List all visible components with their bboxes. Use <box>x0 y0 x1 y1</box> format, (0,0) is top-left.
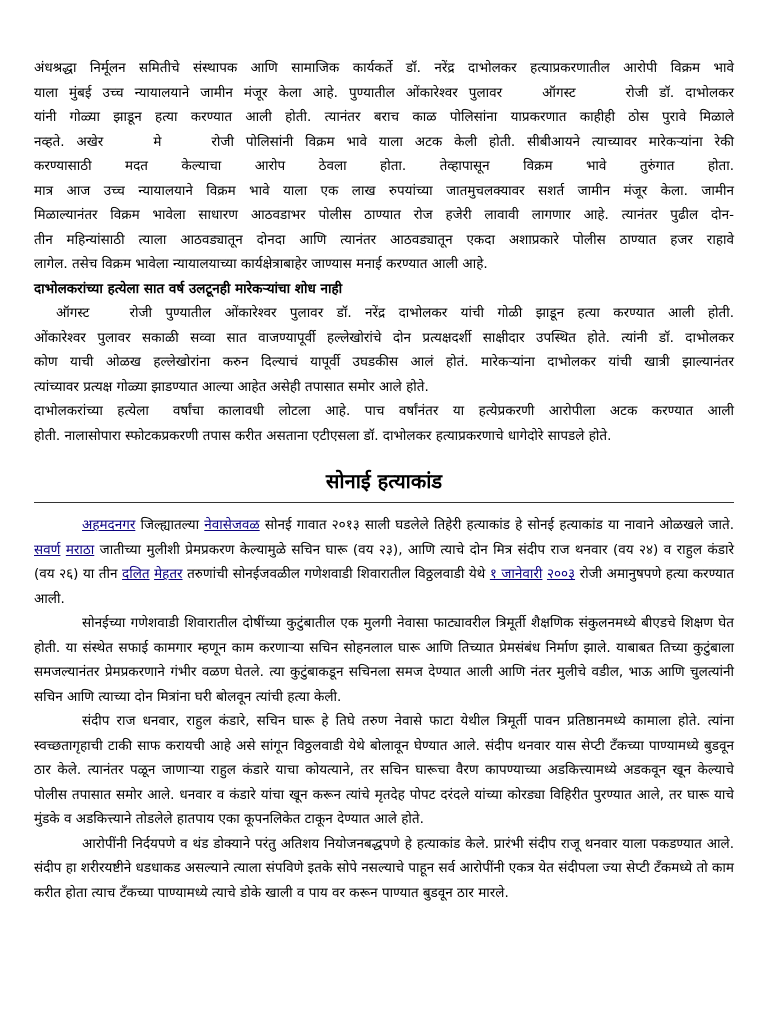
text-line: करण्यासाठी मदत केल्याचा आरोप ठेवला होता. तेव्हापासून विक्रम भावे तुरुंगात होता. <box>34 158 734 174</box>
link-mehtar[interactable]: मेहतर <box>154 566 183 582</box>
text-fragment: दाभोलकरांच्या हत्येला <box>34 403 149 419</box>
text-fragment: रोजी अमानुषपणे हत्या करण्यात आली. <box>34 566 735 607</box>
paragraph-bhave-bail <box>34 56 734 277</box>
document-page <box>34 56 734 905</box>
link-dalit[interactable]: दलित <box>122 566 150 582</box>
text-line <box>34 301 734 326</box>
text-fragment: रोजी डॉ. दाभोलकर <box>625 84 734 101</box>
paragraph-sonai-murders: संदीप राज धनवार, राहुल कंडारे, सचिन घारू हे तिघे तरुण नेवासे फाटा येथील त्रिमूर्ती पावन प्रतिष्ठानमध्ये कामाला होते. त्यांना स्वच्छतागृहाची टाकी साफ करायची आहे असे सांगून विठ्ठलवाडी येथे बोलावून घेण्यात आले. संदीप थनवार यास सेप्टी टँकच्या पाण्यामध्ये बुडवून ठार केले. त्यानंतर पळून जाणाऱ्या राहुल कंडारे याचा कोयत्याने, तर सचिन घारूचा वैरण कापण्याच्या अडकित्त्यामध्ये अडकवून खून केल्याचे पोलीस तपासात समोर आले. धनवार व कंडारे यांचा खून करून त्यांचे मृतदेह पोपट दरंदले यांच्या कोरड्या विहिरीत पुरण्यात आले, तर घारू याचे मुंडके व अडकित्त्याने तोडलेले हातपाय एका कूपनलिकेत टाकून देण्यात आले होते. <box>34 713 734 827</box>
text-line <box>34 81 734 106</box>
text-fragment: जातीच्या मुलीशी प्रेमप्रकरण केल्यामुळे सचिन घारू (वय २३), आणि त्याचे दोन मित्र संदीप राज थनवार (वय २४) व राहुल कंडारे (वय २६) या तीन <box>34 541 734 582</box>
text-fragment: नव्हते. अखेर <box>34 133 104 150</box>
text-line: ओंकारेश्वर पुलावर सकाळी सव्वा सात वाजण्यापूर्वी हल्लेखोरांचे दोन प्रत्यक्षदर्शी साक्षीदार उपस्थित होते. त्यांनी डॉ. दाभोलकर <box>34 329 734 346</box>
link-date[interactable]: १ जानेवारी <box>489 566 543 582</box>
text-fragment: रोजी पोलिसांनी विक्रम भावे याला अटक केली होती. सीबीआयने त्याच्यावर मारेकऱ्यांना रेकी <box>211 133 734 150</box>
text-fragment: याला मुंबई उच्च न्यायालयाने जामीन मंजूर केला आहे. पुण्यातील ओंकारेश्वर पुलावर <box>34 84 503 101</box>
section-header <box>34 466 734 503</box>
link-ahmednagar[interactable]: अहमदनगर <box>82 517 136 533</box>
text-fragment: ऑगस्ट <box>542 84 576 101</box>
paragraph-sonai-background: सोनईच्या गणेशवाडी शिवारातील दोषींच्या कुटुंबातील एक मुलगी नेवासा फाट्यावरील त्रिमूर्ती शैक्षणिक संकुलनमध्ये बीएडचे शिक्षण घेत होती. या संस्थेत सफाई कामगार म्हणून काम करणाऱ्या सचिन सोहनलाल घारू आणि तिच्यात प्रेमसंबंध निर्माण झाले. याबाबत तिच्या कुटुंबाला समजल्यानंतर प्रेमप्रकरणाने गंभीर वळण घेतले. त्या कुटुंबाकडून सचिनला समज देण्यात आली आणि नंतर मुलीचे वडील, भाऊ आणि चुलत्यांनी सचिन आणि त्याच्या दोन मित्रांना घरी बोलवून त्यांची हत्या केली. <box>34 615 734 705</box>
text-fragment: सोनई गावात २०१३ साली घडलेले तिहेरी हत्याकांड हे सोनई हत्याकांड या नावाने ओळखले जाते. <box>259 517 734 533</box>
text-line: लागेल. तसेच विक्रम भावेला न्यायालयाच्या कार्यक्षेत्राबाहेर जाण्यास मनाई करण्यात आली आहे. <box>34 256 488 272</box>
text-fragment: तरुणांची सोनईजवळील गणेशवाडी शिवारातील विठ्ठलवाडी येथे <box>182 566 490 582</box>
paragraph-investigation <box>34 301 734 399</box>
text-line: तीन महिन्यांसाठी त्याला आठवड्यातून दोनदा आणि त्यानंतर आठवड्यातून एकदा अशाप्रकारे पोलीस ठाण्यात हजर राहावे <box>34 231 734 248</box>
subheading: दाभोलकरांच्या हत्येला सात वर्ष उलटूनही मारेकऱ्यांचा शोध नाही <box>34 280 343 297</box>
paragraph-sonai-accused: आरोपींनी निर्दयपणे व थंड डोक्याने परंतु अतिशय नियोजनबद्धपणे हे हत्याकांड केले. प्रारंभी संदीप राजू थनवार याला पकडण्यात आले. संदीप हा शरीरयष्टीने धडधाकड असल्याने त्याला संपविणे इतके सोपे नसल्याचे पाहून सर्व आरोपींनी एकत्र येत संदीपला ज्या सेप्टी टँकमध्ये तो काम करीत होता त्याच टँकच्या पाण्यामध्ये त्याचे डोके खाली व पाय वर करून पाण्यात बुडवून ठार मारले. <box>34 835 734 901</box>
link-nevasa[interactable]: नेवासेजवळ <box>204 517 260 533</box>
section-title: सोनाई हत्याकांड <box>325 469 443 493</box>
paragraph-sonai-intro <box>34 513 734 611</box>
link-savarna[interactable]: सवर्ण <box>34 541 61 558</box>
text-fragment: रोजी पुण्यातील ओंकारेश्वर पुलावर डॉ. नरेंद्र दाभोलकर यांची गोळी झाडून हत्या करण्यात आली होती. <box>129 305 734 321</box>
text-line <box>34 399 734 424</box>
text-fragment: ऑगस्ट <box>56 305 90 321</box>
text-fragment: जिल्ह्यातल्या <box>135 517 205 533</box>
text-line: यांनी गोळ्या झाडून हत्या करण्यात आली होती. त्यानंतर बराच काळ पोलिसांना याप्रकरणात काहीही ठोस पुरावे मिळाले <box>34 109 734 125</box>
link-year[interactable]: २००३ <box>546 566 576 582</box>
text-line: होती. नालासोपारा स्फोटकप्रकरणी तपास करीत असताना एटीएसला डॉ. दाभोलकर हत्याप्रकरणाचे धागेदोरे सापडले होते. <box>34 427 612 444</box>
text-line: त्यांच्यावर प्रत्यक्ष गोळ्या झाडण्यात आल्या आहेत असेही तपासात समोर आले होते. <box>34 378 429 395</box>
link-maratha[interactable]: मराठा <box>65 541 95 558</box>
text-fragment: वर्षांचा कालावधी लोटला आहे. पाच वर्षांनंतर या हत्येप्रकरणी आरोपीला अटक करण्यात आली <box>172 403 734 419</box>
text-line: कोण याची ओळख हल्लेखोरांना करुन दिल्याचं यापूर्वी उघडकीस आलं होतं. मारेकऱ्यांना दाभोलकर यांची खात्री झाल्यानंतर <box>34 354 734 370</box>
text-line: मिळाल्यानंतर विक्रम भावेला साधारण आठवडाभर पोलीस ठाण्यात रोज हजेरी लावावी लागणार आहे. त्यानंतर पुढील दोन- <box>34 207 734 223</box>
text-line: अंधश्रद्धा निर्मूलन समितीचे संस्थापक आणि सामाजिक कार्यकर्ते डॉ. नरेंद्र दाभोलकर हत्याप्रकरणातील आरोपी विक्रम भावे <box>34 60 734 76</box>
paragraph-arrest <box>34 399 734 448</box>
text-line <box>34 130 734 155</box>
text-fragment: मे <box>153 133 162 150</box>
text-line: मात्र आज उच्च न्यायालयाने विक्रम भावे याला एक लाख रुपयांच्या जातमुचलक्यावर सशर्त जामीन मंजूर केला. जामीन <box>34 182 734 199</box>
